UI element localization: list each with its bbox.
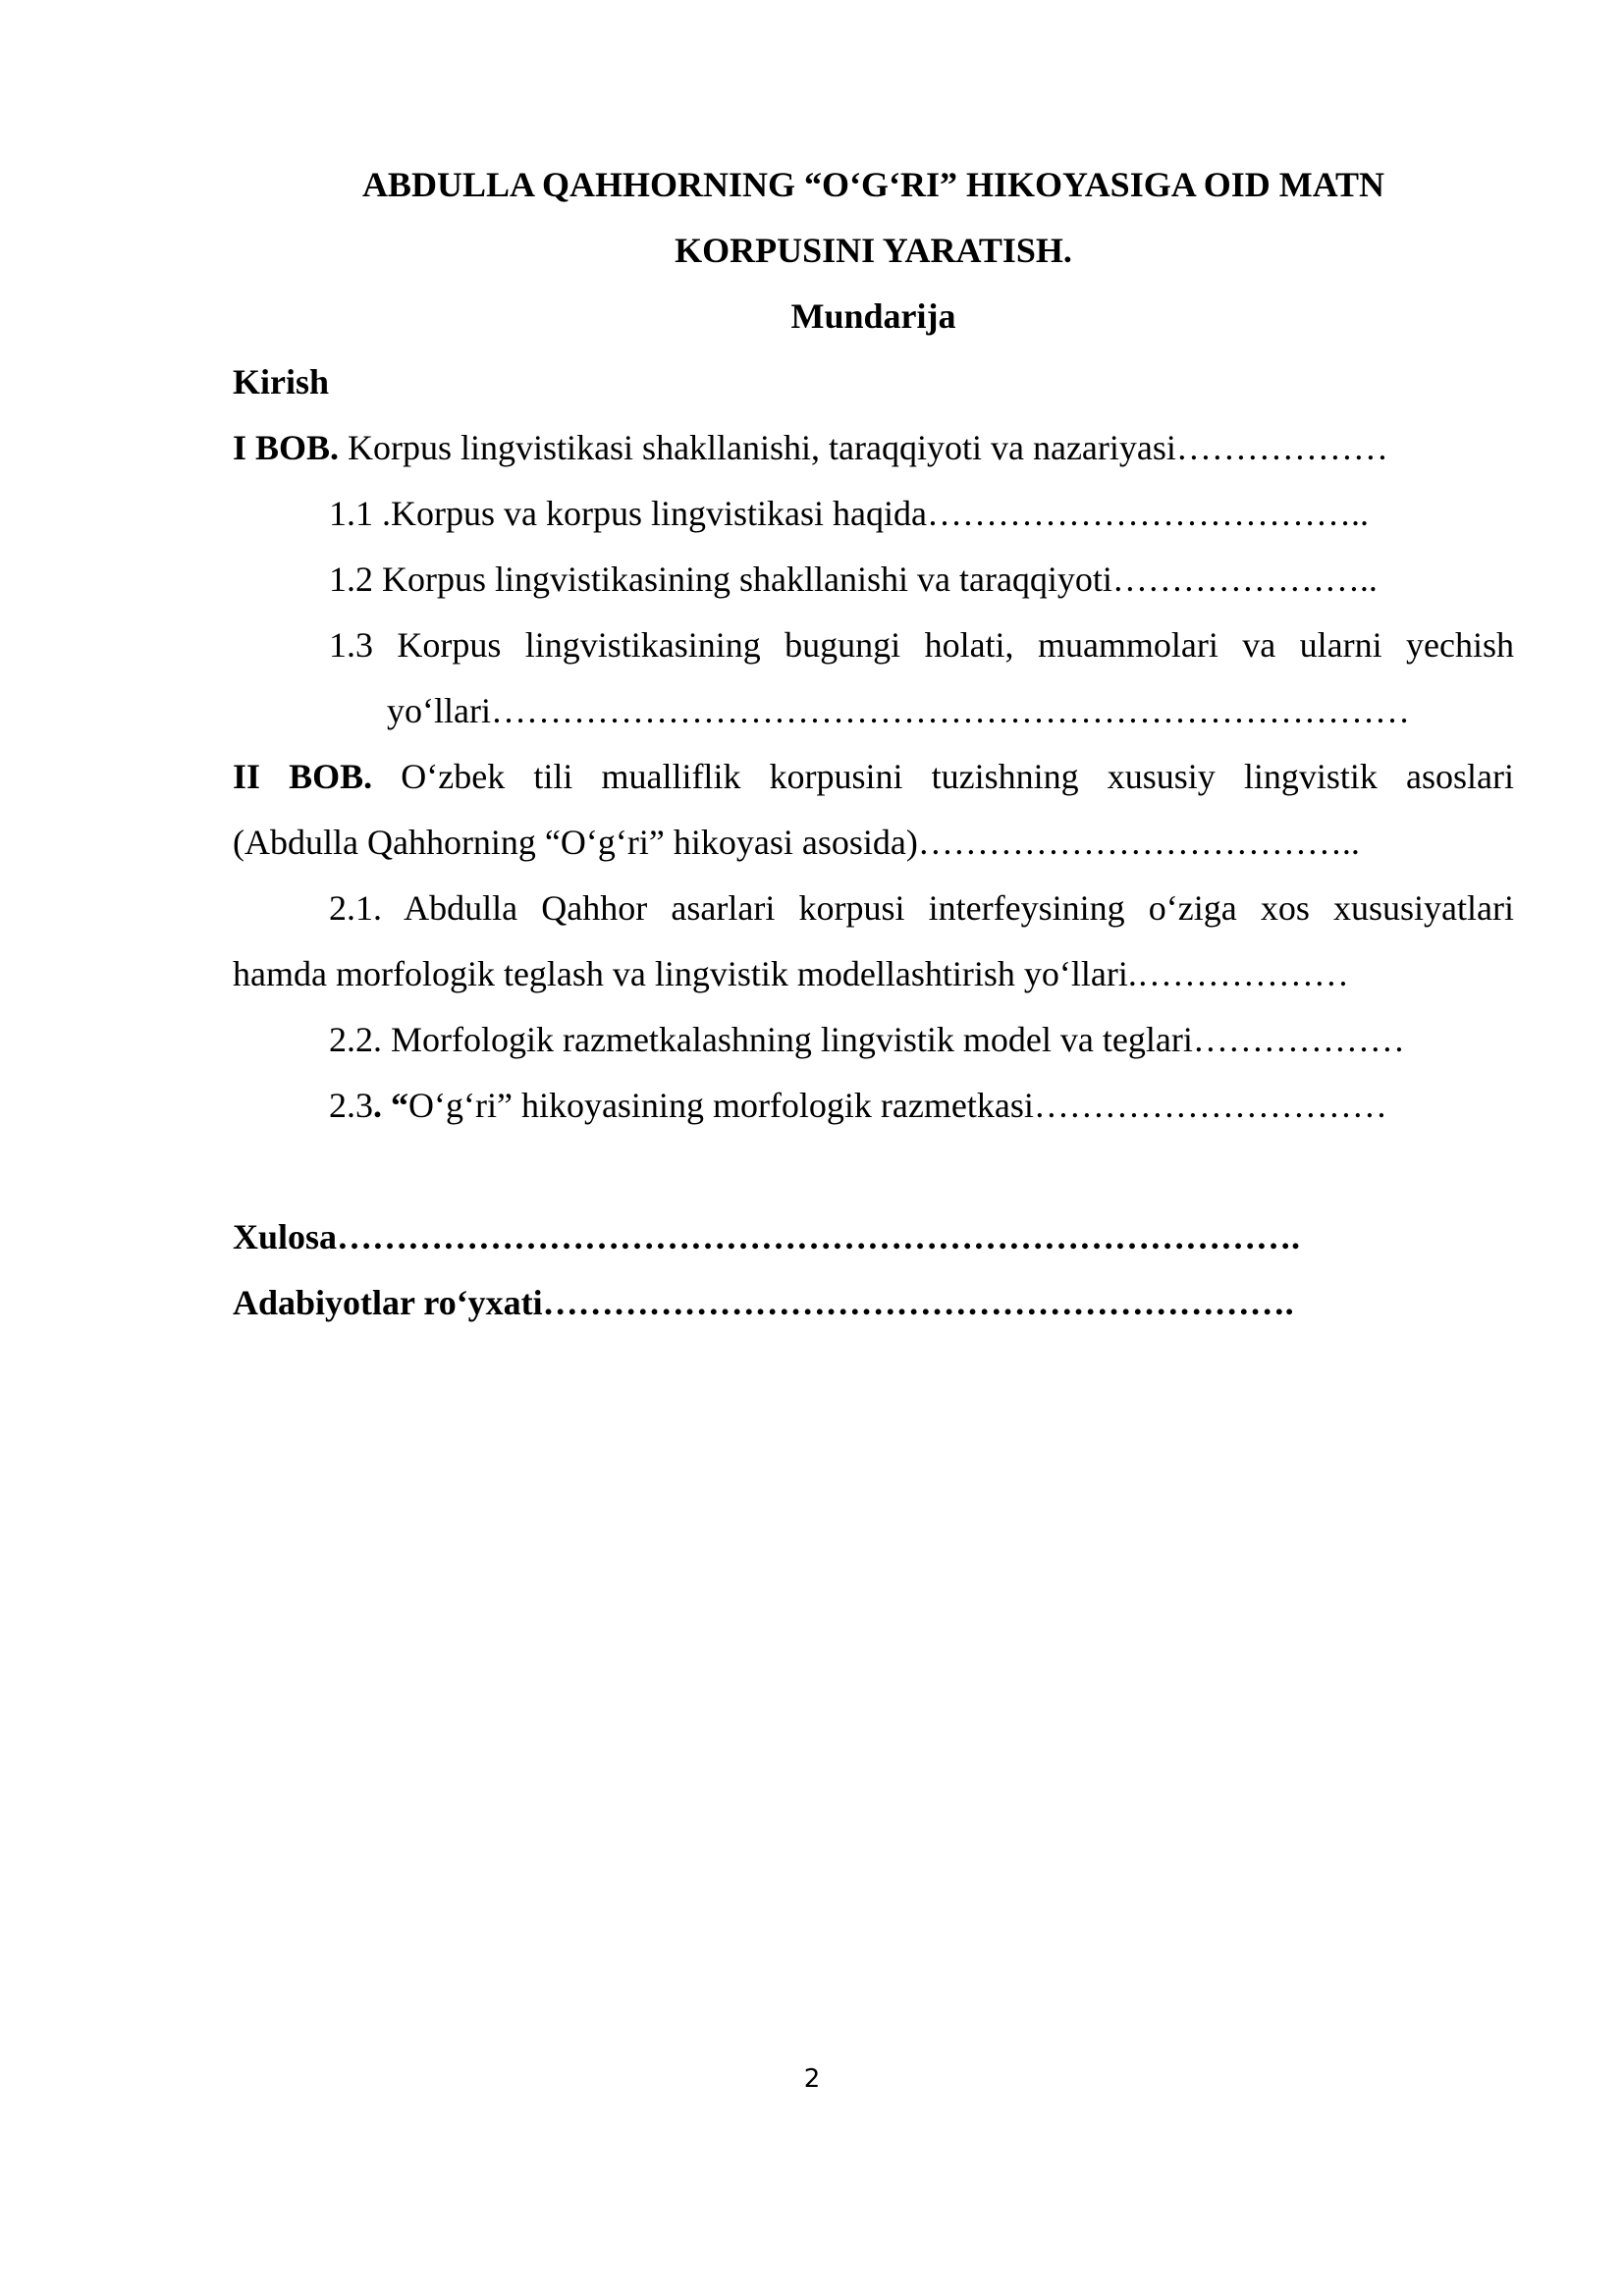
section-2-3-title: O‘g‘ri” hikoyasining morfologik razmetkasi………………………… — [408, 1086, 1387, 1125]
toc-section-1-3-line2: yo‘llari…………………………………………………………………… — [387, 691, 1410, 730]
toc-references: Adabiyotlar ro‘yxati………………………………………………………. — [233, 1283, 1294, 1322]
page-content — [233, 152, 1514, 1336]
toc-chapter-2-line2: (Abdulla Qahhorning “O‘g‘ri” hikoyasi asosida)……………………………….. — [233, 823, 1360, 862]
toc-intro: Kirish — [233, 362, 330, 401]
toc-section-2-1-line2: hamda morfologik teglash va lingvistik modellashtirish yo‘llari.……………… — [233, 954, 1349, 993]
chapter-2-title: O‘zbek tili mualliflik korpusini tuzishning xususiy lingvistik asoslari — [372, 757, 1515, 796]
toc-chapter-2 — [233, 744, 1514, 810]
section-2-3-number: 2.3 — [329, 1086, 373, 1125]
toc-section-2-2: 2.2. Morfologik razmetkalashning lingvistik model va teglari……………… — [329, 1020, 1405, 1059]
toc-conclusion: Xulosa………………………………………………………………………. — [233, 1217, 1301, 1256]
spacer — [233, 1139, 1514, 1204]
toc-section-2-3 — [233, 1073, 1514, 1139]
toc-section-2-1-line1: 2.1. Abdulla Qahhor asarlari korpusi interfeysining o‘ziga xos xususiyatlari — [329, 888, 1514, 928]
page-number: 2 — [803, 2064, 821, 2094]
document-title-line1: ABDULLA QAHHORNING “O‘G‘RI” HIKOYASIGA OID MATN — [361, 165, 1385, 204]
toc-section-1-1: 1.1 .Korpus va korpus lingvistikasi haqida……………………………….. — [329, 494, 1369, 533]
toc-chapter-1 — [233, 415, 1514, 481]
chapter-1-label: I BOB. — [233, 428, 340, 467]
toc-section-1-3-line1: 1.3 Korpus lingvistikasining bugungi holati, muammolari va ularni yechish — [329, 625, 1514, 665]
chapter-2-label: II BOB. — [233, 757, 373, 796]
contents-heading: Mundarija — [790, 296, 956, 336]
toc-section-1-2: 1.2 Korpus lingvistikasining shakllanishi va taraqqiyoti………………….. — [329, 560, 1378, 599]
document-title-line2: KORPUSINI YARATISH. — [675, 231, 1072, 270]
section-2-3-quote: . “ — [373, 1086, 408, 1125]
chapter-1-title: Korpus lingvistikasi shakllanishi, taraqqiyoti va nazariyasi……………… — [339, 428, 1388, 467]
